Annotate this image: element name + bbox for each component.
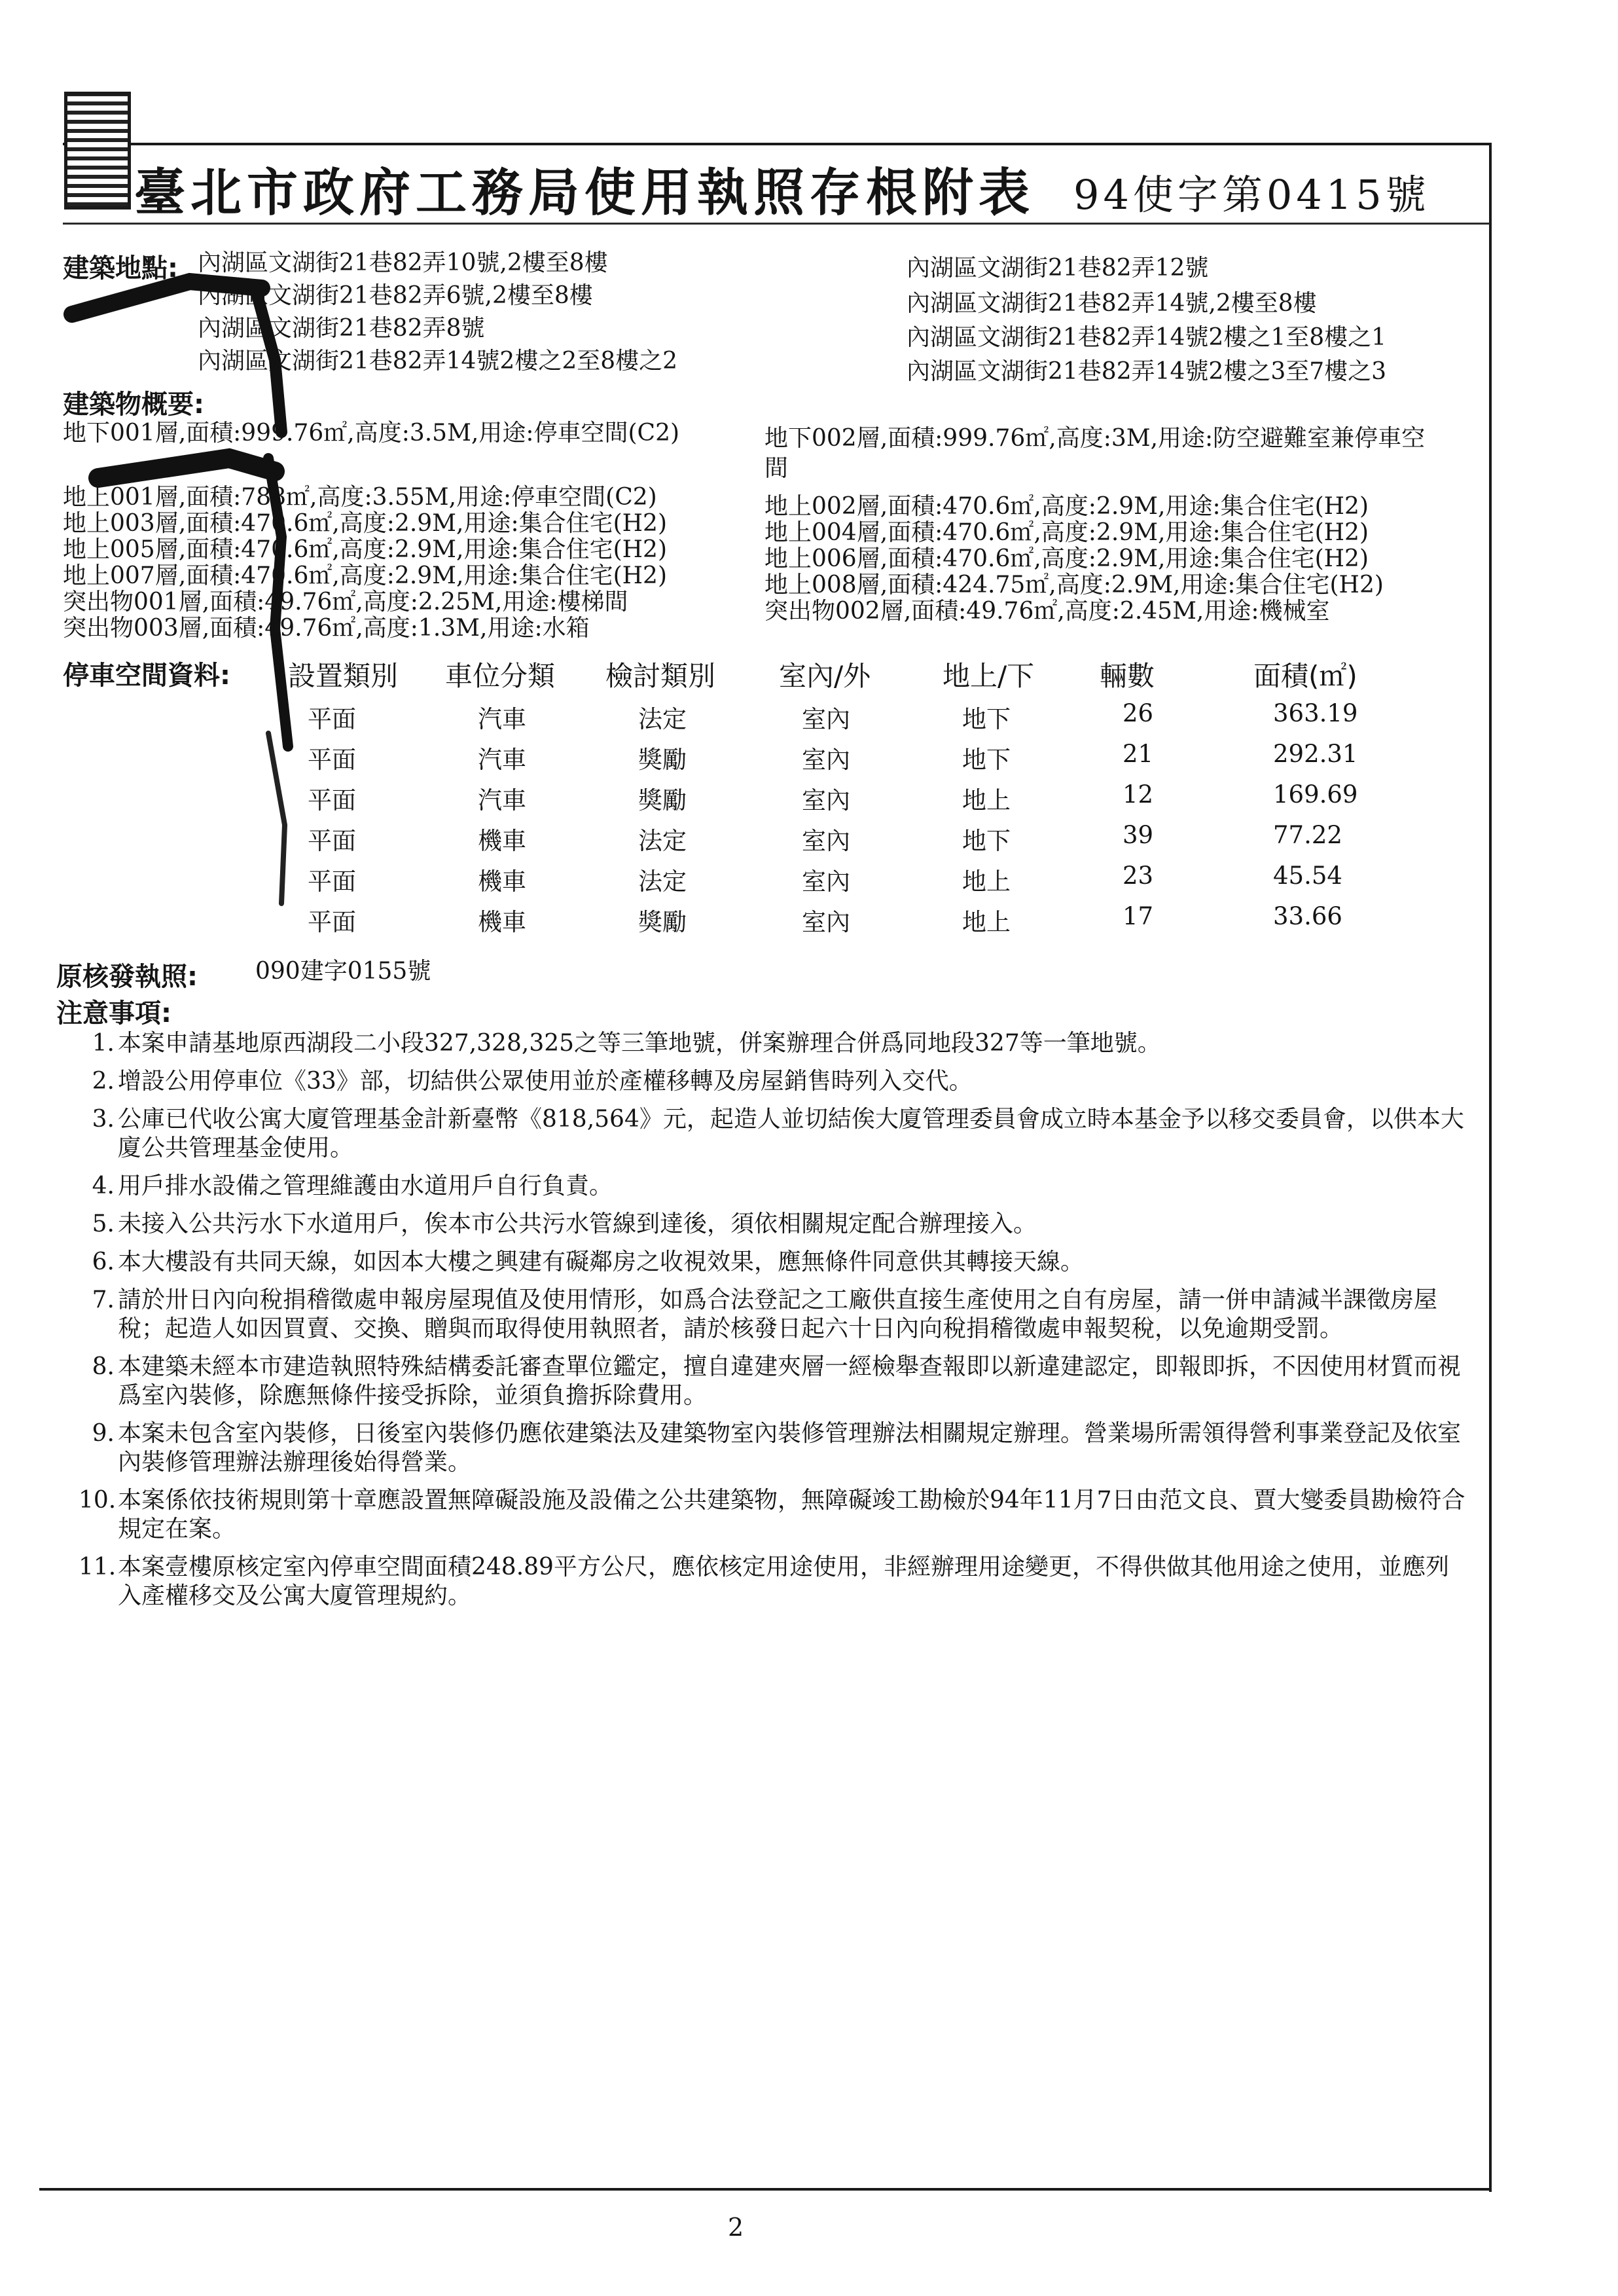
parking-cell-type: 平面 — [308, 705, 356, 733]
note-text: 增設公用停車位《33》部，切結供公眾使用並於產權移轉及房屋銷售時列入交代。 — [118, 1068, 973, 1095]
note-number: 8. — [92, 1353, 115, 1380]
note-number: 10. — [79, 1487, 117, 1514]
parking-header-review: 檢討類別 — [605, 660, 716, 692]
parking-cell-level: 地上 — [962, 786, 1011, 814]
basement-right-line-2: 間 — [764, 455, 789, 482]
note-item — [79, 1210, 1466, 1239]
parking-cell-vehicle: 機車 — [478, 867, 526, 896]
location-label: 建築地點: — [63, 253, 178, 283]
note-text: 本案未包含室內裝修，日後室內裝修仍應依建築法及建築物室內裝修管理辦法相關規定辦理。營業場所需領得營利事業登記及依室內裝修管理辦法辦理後始得營業。 — [118, 1420, 1462, 1476]
floor-right-1: 地上002層,面積:470.6㎡,高度:2.9M,用途:集合住宅(H2) — [764, 493, 1369, 520]
location-left-3: 內湖區文湖街21巷82弄8號 — [198, 315, 485, 342]
note-number: 4. — [92, 1173, 115, 1199]
notes-label: 注意事項: — [56, 998, 171, 1029]
parking-cell-type: 平面 — [308, 908, 356, 936]
note-text: 本建築未經本市建造執照特殊結構委託審查單位鑑定，擅自違建夾層一經檢舉查報即以新違建認定，即報即拆，不因使用材質而視爲室內裝修，除應無條件接受拆除，並須負擔拆除費用。 — [118, 1353, 1462, 1409]
parking-cell-area: 169.69 — [1273, 780, 1358, 809]
parking-cell-indoor: 室內 — [802, 827, 850, 855]
location-right-4: 內湖區文湖街21巷82弄14號2樓之3至7樓之3 — [907, 358, 1387, 385]
parking-cell-level: 地下 — [962, 827, 1011, 855]
frame-bottom-line — [39, 2188, 1492, 2191]
parking-cell-count: 23 — [1123, 862, 1154, 890]
floor-right-5: 突出物002層,面積:49.76㎡,高度:2.45M,用途:機械室 — [764, 598, 1330, 625]
overview-label: 建築物概要: — [63, 390, 204, 420]
note-item — [79, 1353, 1466, 1410]
parking-cell-count: 21 — [1123, 740, 1154, 768]
parking-cell-review: 獎勵 — [638, 786, 687, 814]
parking-cell-indoor: 室內 — [802, 746, 850, 774]
note-item — [79, 1029, 1466, 1058]
note-text: 用戶排水設備之管理維護由水道用戶自行負責。 — [118, 1173, 613, 1199]
original-permit-value: 090建字0155號 — [255, 958, 431, 985]
floor-right-3: 地上006層,面積:470.6㎡,高度:2.9M,用途:集合住宅(H2) — [764, 545, 1369, 572]
parking-cell-vehicle: 汽車 — [478, 786, 526, 814]
note-number: 6. — [92, 1248, 115, 1275]
stamp-mark — [64, 92, 131, 210]
parking-cell-vehicle: 機車 — [478, 908, 526, 936]
parking-header-indoor: 室內/外 — [779, 660, 871, 692]
location-left-1: 內湖區文湖街21巷82弄10號,2樓至8樓 — [198, 249, 608, 276]
page-number: 2 — [728, 2213, 744, 2242]
note-item — [79, 1067, 1466, 1096]
parking-cell-level: 地下 — [962, 705, 1011, 733]
floor-left-6: 突出物003層,面積:49.76㎡,高度:1.3M,用途:水箱 — [63, 615, 590, 642]
floors-left-list — [63, 484, 667, 642]
parking-cell-vehicle: 汽車 — [478, 705, 526, 733]
floor-right-4: 地上008層,面積:424.75㎡,高度:2.9M,用途:集合住宅(H2) — [764, 572, 1384, 598]
parking-cell-vehicle: 汽車 — [478, 746, 526, 774]
location-right-3: 內湖區文湖街21巷82弄14號2樓之1至8樓之1 — [907, 324, 1387, 351]
parking-header-area: 面積(㎡) — [1253, 660, 1357, 692]
note-number: 7. — [92, 1286, 115, 1313]
parking-cell-count: 26 — [1123, 699, 1154, 727]
note-text: 本大樓設有共同天線，如因本大樓之興建有礙鄰房之收視效果，應無條件同意供其轉接天線。 — [118, 1248, 1085, 1275]
note-number: 9. — [92, 1420, 115, 1447]
note-text: 本案壹樓原核定室內停車空間面積248.89平方公尺，應依核定用途使用，非經辦理用途變更，不得供做其他用途之使用，並應列入產權移交及公寓大廈管理規約。 — [118, 1554, 1449, 1609]
frame-top-line — [63, 143, 1490, 145]
note-number: 2. — [92, 1068, 115, 1095]
parking-cell-count: 12 — [1123, 780, 1154, 809]
note-item — [79, 1248, 1466, 1277]
floor-left-5: 突出物001層,面積:49.76㎡,高度:2.25M,用途:樓梯間 — [63, 589, 628, 615]
parking-cell-level: 地下 — [962, 746, 1011, 774]
parking-cell-count: 17 — [1123, 902, 1154, 930]
parking-cell-review: 獎勵 — [638, 746, 687, 774]
parking-cell-area: 45.54 — [1273, 862, 1342, 890]
floors-right-list — [764, 494, 1384, 625]
note-item — [79, 1172, 1466, 1201]
basement-right-line-1: 地下002層,面積:999.76㎡,高度:3M,用途:防空避難室兼停車空 — [764, 425, 1426, 452]
parking-header-level: 地上/下 — [943, 660, 1035, 692]
parking-cell-level: 地上 — [962, 867, 1011, 896]
note-number: 3. — [92, 1106, 115, 1133]
location-right-1: 內湖區文湖街21巷82弄12號 — [907, 255, 1209, 282]
parking-header-count: 輛數 — [1100, 660, 1155, 692]
note-text: 請於卅日內向稅捐稽徵處申報房屋現值及使用情形，如爲合法登記之工廠供直接生產使用之自有房屋，請一併申請減半課徵房屋稅；起造人如因買賣、交換、贈與而取得使用執照者，請於核發日起六十日內向稅捐稽徵處申報契稅，以免逾期受罰。 — [118, 1286, 1438, 1342]
parking-cell-type: 平面 — [308, 867, 356, 896]
original-permit-label: 原核發執照: — [56, 962, 198, 992]
note-number: 11. — [79, 1554, 117, 1580]
note-text: 未接入公共污水下水道用戶，俟本市公共污水管線到達後，須依相關規定配合辦理接入。 — [118, 1211, 1037, 1237]
parking-cell-area: 363.19 — [1273, 699, 1358, 727]
note-item — [79, 1486, 1466, 1544]
notes-list — [79, 1029, 1466, 1620]
floor-left-4: 地上007層,面積:470.6㎡,高度:2.9M,用途:集合住宅(H2) — [63, 562, 667, 589]
note-item — [79, 1286, 1466, 1343]
note-item — [79, 1553, 1466, 1611]
parking-cell-level: 地上 — [962, 908, 1011, 936]
basement-left: 地下001層,面積:999.76㎡,高度:3.5M,用途:停車空間(C2) — [63, 420, 680, 446]
parking-cell-indoor: 室內 — [802, 705, 850, 733]
location-left-2: 內湖區文湖街21巷82弄6號,2樓至8樓 — [198, 282, 593, 309]
parking-cell-type: 平面 — [308, 746, 356, 774]
parking-header-type: 設置類別 — [288, 660, 399, 692]
parking-cell-area: 33.66 — [1273, 902, 1342, 930]
document-title: 臺北市政府工務局使用執照存根附表 — [134, 163, 1035, 223]
note-text: 本案申請基地原西湖段二小段327,328,325之等三筆地號，併案辦理合併爲同地段327等一筆地號。 — [118, 1030, 1161, 1057]
note-item — [79, 1105, 1466, 1163]
note-text: 本案係依技術規則第十章應設置無障礙設施及設備之公共建築物，無障礙竣工勘檢於94年11月7日由范文良、賈大燮委員勘檢符合規定在案。 — [118, 1487, 1465, 1542]
location-right-2: 內湖區文湖街21巷82弄14號,2樓至8樓 — [907, 290, 1317, 317]
parking-cell-type: 平面 — [308, 827, 356, 855]
floor-left-1: 地上001層,面積:788㎡,高度:3.55M,用途:停車空間(C2) — [63, 484, 657, 511]
parking-cell-review: 法定 — [638, 705, 687, 733]
parking-cell-vehicle: 機車 — [478, 827, 526, 855]
floor-left-3: 地上005層,面積:470.6㎡,高度:2.9M,用途:集合住宅(H2) — [63, 536, 667, 563]
parking-cell-count: 39 — [1123, 821, 1154, 849]
note-item — [79, 1419, 1466, 1477]
parking-cell-review: 獎勵 — [638, 908, 687, 936]
parking-label: 停車空間資料: — [63, 661, 230, 691]
parking-cell-type: 平面 — [308, 786, 356, 814]
parking-cell-indoor: 室內 — [802, 786, 850, 814]
parking-cell-indoor: 室內 — [802, 908, 850, 936]
floor-left-2: 地上003層,面積:470.6㎡,高度:2.9M,用途:集合住宅(H2) — [63, 510, 667, 537]
floor-right-2: 地上004層,面積:470.6㎡,高度:2.9M,用途:集合住宅(H2) — [764, 519, 1369, 546]
location-left-4: 內湖區文湖街21巷82弄14號2樓之2至8樓之2 — [198, 348, 678, 374]
parking-cell-review: 法定 — [638, 867, 687, 896]
note-number: 1. — [92, 1030, 115, 1057]
permit-number: 94使字第0415號 — [1073, 171, 1430, 219]
parking-header-vehicle: 車位分類 — [445, 660, 556, 692]
note-number: 5. — [92, 1211, 115, 1237]
parking-cell-area: 292.31 — [1273, 740, 1358, 768]
parking-cell-review: 法定 — [638, 827, 687, 855]
frame-right-line — [1489, 143, 1492, 2192]
parking-cell-area: 77.22 — [1273, 821, 1342, 849]
note-text: 公庫已代收公寓大廈管理基金計新臺幣《818,564》元，起造人並切結俟大廈管理委員會成立時本基金予以移交委員會，以供本大廈公共管理基金使用。 — [118, 1106, 1464, 1161]
parking-cell-indoor: 室內 — [802, 867, 850, 896]
